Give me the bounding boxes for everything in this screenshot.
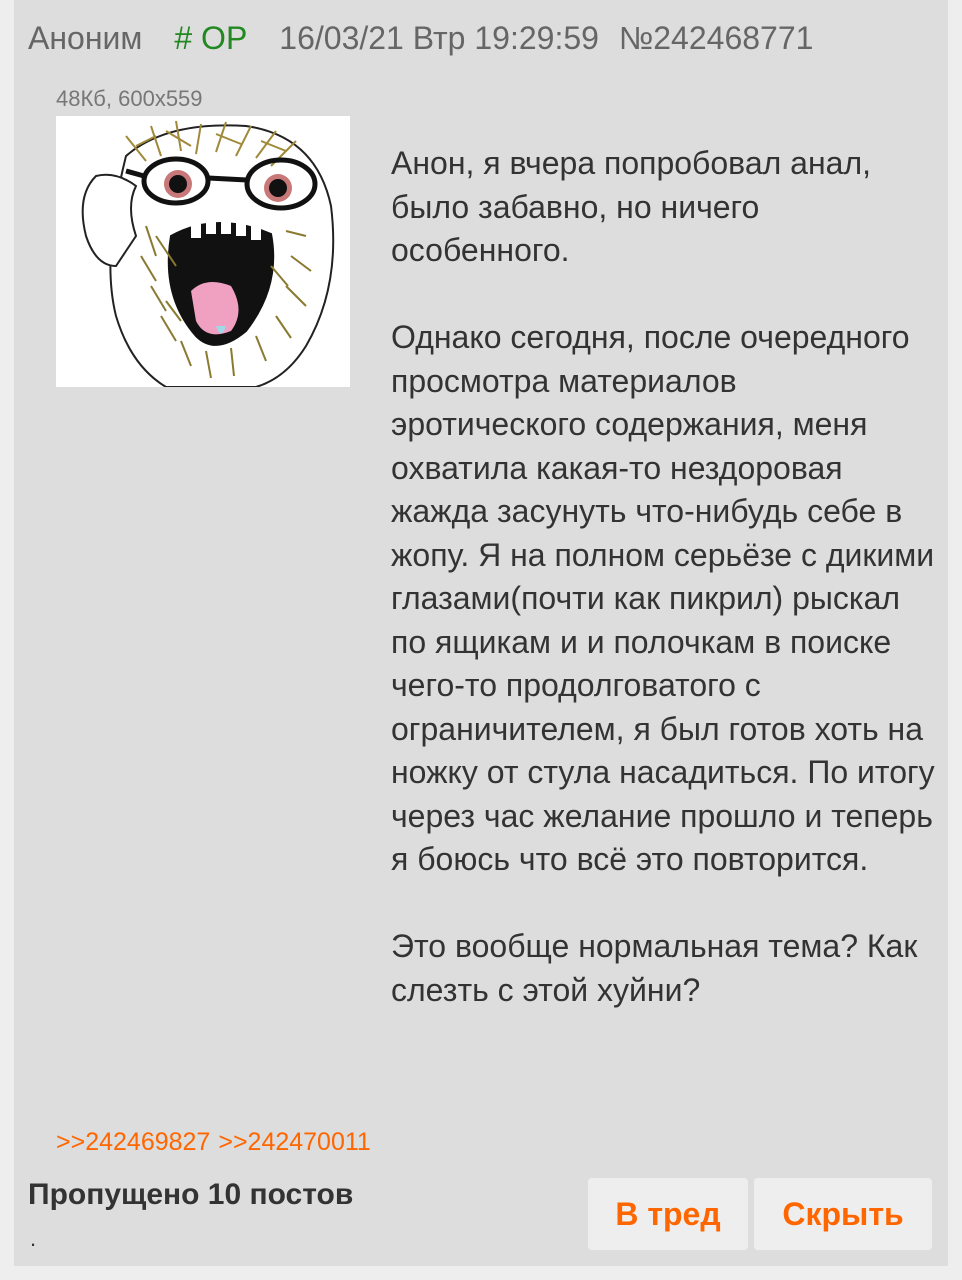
reply-link[interactable]: >>242469827: [56, 1128, 211, 1156]
omitted-posts-text: Пропущено 10 постов: [28, 1178, 354, 1211]
open-thread-button[interactable]: В тред: [588, 1178, 748, 1250]
reply-links: [56, 1128, 371, 1157]
post-number[interactable]: №242468771: [618, 19, 814, 56]
hide-thread-button[interactable]: Скрыть: [754, 1178, 932, 1250]
post-image-thumbnail[interactable]: [56, 116, 350, 387]
wojak-soyjak-icon: [56, 116, 350, 387]
separator-dot: .: [30, 1226, 37, 1251]
file-info: 48Кб, 600x559: [56, 86, 203, 111]
post-date: 16/03/21 Втр 19:29:59: [279, 19, 599, 56]
op-badge: # OP: [174, 19, 248, 56]
post-message: Анон, я вчера попробовал анал, было забавно, но ничего особенного. Однако сегодня, после очередного просмотра материалов эротического содержания, меня охватила какая-то нездоровая жажда засунуть что-нибудь себе в жопу. Я на полном серьёзе с дикими глазами(почти как пикрил) рыскал по ящикам и и полочкам в поиске чего-то продолговатого с ограничителем, я был готов хоть на ножку от стула насадиться. По итогу через час желание прошло и теперь я боюсь что всё это повторится. Это вообще нормальная тема? Как слезть с этой хуйни?: [391, 145, 935, 1008]
reply-link[interactable]: >>242470011: [218, 1128, 371, 1156]
post-author: Аноним: [28, 19, 143, 56]
post-card: [14, 0, 948, 1266]
post-header: [28, 16, 813, 60]
